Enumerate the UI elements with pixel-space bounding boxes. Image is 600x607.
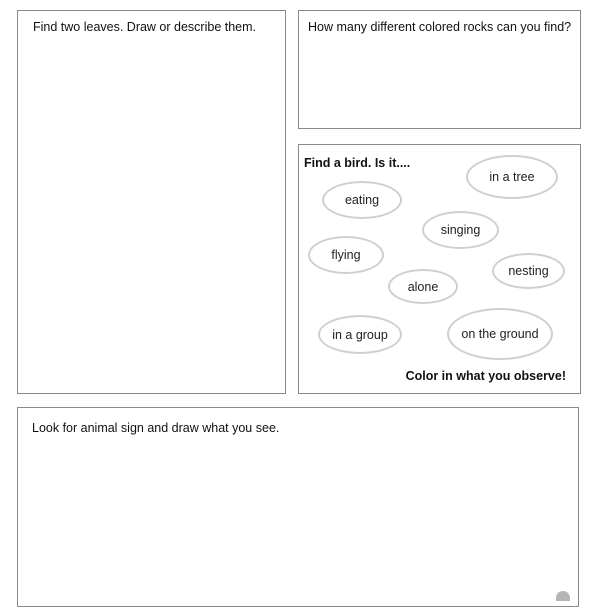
leaves-prompt: Find two leaves. Draw or describe them. <box>33 20 257 34</box>
bird-option-eating[interactable]: eating <box>322 181 402 219</box>
animal-sign-prompt: Look for animal sign and draw what you see. <box>32 421 280 435</box>
bird-box <box>298 144 581 394</box>
rocks-prompt: How many different colored rocks can you find? <box>308 20 572 34</box>
animal-sign-box[interactable] <box>17 407 579 607</box>
bird-instruction: Color in what you observe! <box>405 369 566 383</box>
bird-option-in-a-group[interactable]: in a group <box>318 315 402 354</box>
bird-option-on-the-ground[interactable]: on the ground <box>447 308 553 360</box>
bird-prompt: Find a bird. Is it.... <box>304 156 411 170</box>
bird-option-alone[interactable]: alone <box>388 269 458 304</box>
bird-option-nesting[interactable]: nesting <box>492 253 565 289</box>
rocks-box[interactable] <box>298 10 581 129</box>
leaves-box[interactable] <box>17 10 286 394</box>
bird-option-in-a-tree[interactable]: in a tree <box>466 155 558 199</box>
bird-option-singing[interactable]: singing <box>422 211 499 249</box>
bird-option-flying[interactable]: flying <box>308 236 384 274</box>
